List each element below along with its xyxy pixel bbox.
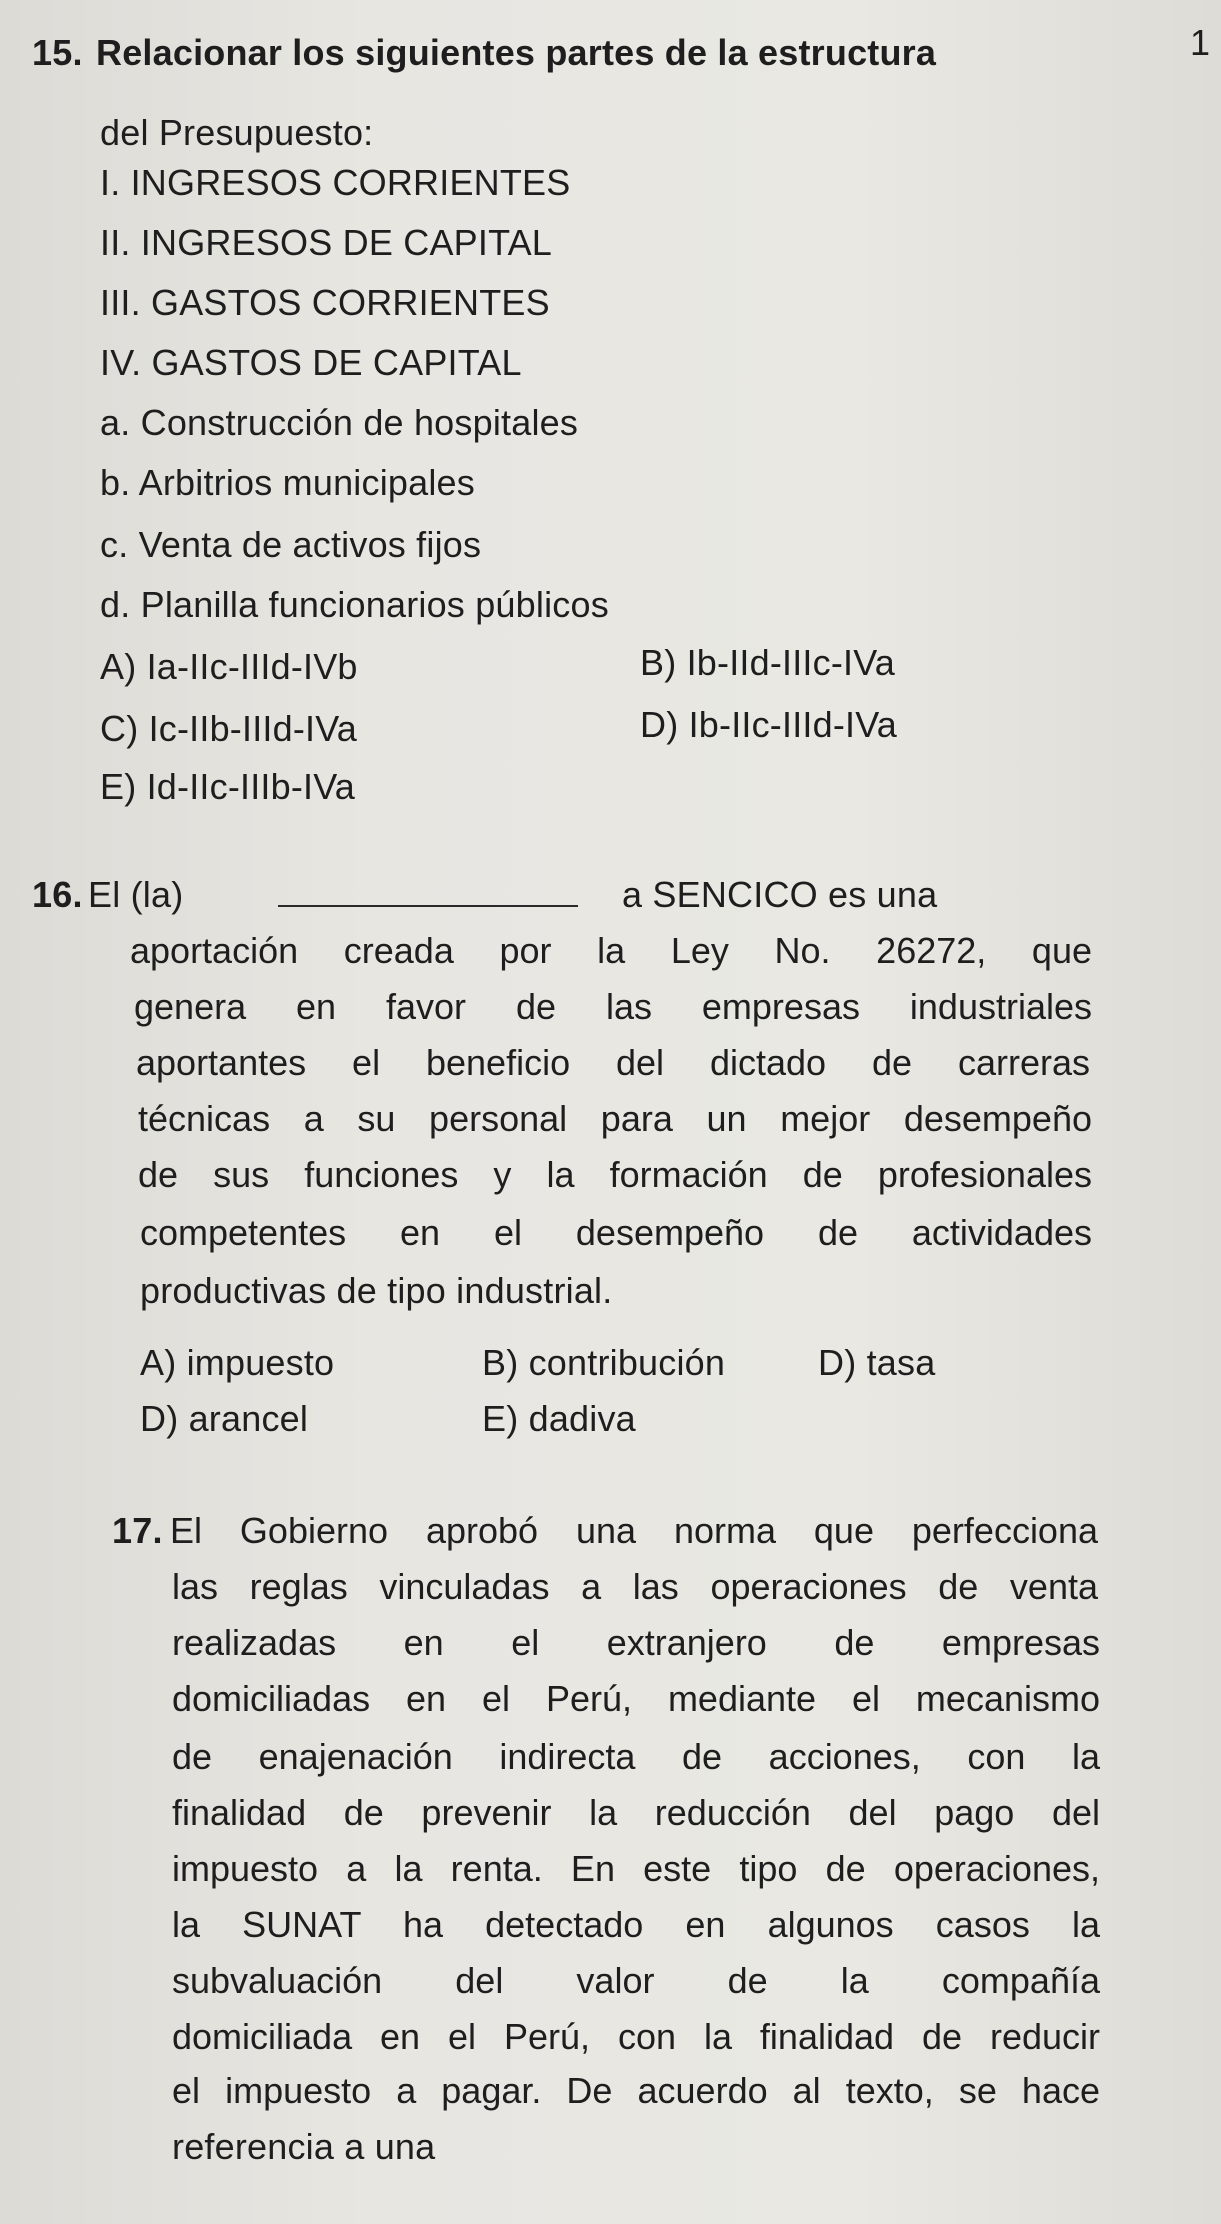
q16-line-2: genera en favor de las empresas industriales (134, 986, 1092, 1027)
q16-option-d1: D) tasa (818, 1342, 936, 1383)
q17-line-7: la SUNAT ha detectado en algunos casos la (172, 1904, 1100, 1945)
q15-subitem-b: b. Arbitrios municipales (100, 462, 475, 503)
q15-option-d: D) Ib-IIc-IIId-IVa (640, 704, 897, 745)
q15-subitem-c: c. Venta de activos fijos (100, 524, 482, 565)
q16-number: 16. (32, 874, 83, 915)
q15-option-e: E) Id-IIc-IIIb-IVa (100, 766, 355, 807)
q16-line-1: aportación creada por la Ley No. 26272, que (130, 930, 1092, 971)
q17-line-11: referencia a una (172, 2126, 436, 2167)
q15-subitem-d: d. Planilla funcionarios públicos (100, 584, 609, 625)
q16-blank (268, 874, 588, 916)
q15-subitem-a: a. Construcción de hospitales (100, 402, 579, 443)
q16-line-5: de sus funciones y la formación de profesionales (138, 1154, 1092, 1195)
q16-line-4: técnicas a su personal para un mejor desempeño (138, 1098, 1092, 1139)
q15-item-4: IV. GASTOS DE CAPITAL (100, 342, 522, 383)
q16-option-b: B) contribución (482, 1342, 726, 1383)
q15-option-b: B) Ib-IId-IIIc-IVa (640, 642, 895, 683)
q17-line-8: subvaluación del valor de la compañía (172, 1960, 1100, 2001)
q17-first-line: El Gobierno aprobó una norma que perfecciona (170, 1510, 1098, 1551)
q16-line-3: aportantes el beneficio del dictado de carreras (136, 1042, 1090, 1083)
q16-start-end: a SENCICO es una (622, 874, 938, 915)
q17-number: 17. (112, 1510, 163, 1551)
q15-item-3: III. GASTOS CORRIENTES (100, 282, 550, 323)
q15-number: 15. (32, 32, 83, 73)
q17-line-6: impuesto a la renta. En este tipo de operaciones, (172, 1848, 1100, 1889)
q17-line-10: el impuesto a pagar. De acuerdo al texto, se hace (172, 2070, 1100, 2111)
q15-item-2: II. INGRESOS DE CAPITAL (100, 222, 553, 263)
q16-option-a: A) impuesto (140, 1342, 335, 1383)
q16-option-e: E) dadiva (482, 1398, 636, 1439)
q17-line-9: domiciliada en el Perú, con la finalidad de reducir (172, 2016, 1100, 2057)
q15-option-a: A) Ia-IIc-IIId-IVb (100, 646, 358, 687)
q16-line-6: competentes en el desempeño de actividades (140, 1212, 1092, 1253)
q15-item-1: I. INGRESOS CORRIENTES (100, 162, 571, 203)
q15-title-line1: Relacionar los siguientes partes de la estructura (96, 32, 937, 73)
q17-line-5: finalidad de prevenir la reducción del pago del (172, 1792, 1100, 1833)
q17-line-4: de enajenación indirecta de acciones, con la (172, 1736, 1100, 1777)
q17-line-1: las reglas vinculadas a las operaciones de venta (172, 1566, 1098, 1607)
q17-line-3: domiciliadas en el Perú, mediante el mecanismo (172, 1678, 1100, 1719)
page-number: 1 (1190, 22, 1211, 63)
q16-start: El (la) (88, 874, 184, 915)
q17-line-2: realizadas en el extranjero de empresas (172, 1622, 1100, 1663)
q16-option-d2: D) arancel (140, 1398, 309, 1439)
q15-option-c: C) Ic-IIb-IIId-IVa (100, 708, 357, 749)
q16-line-7: productivas de tipo industrial. (140, 1270, 613, 1311)
q15-title-line2: del Presupuesto: (100, 112, 374, 153)
